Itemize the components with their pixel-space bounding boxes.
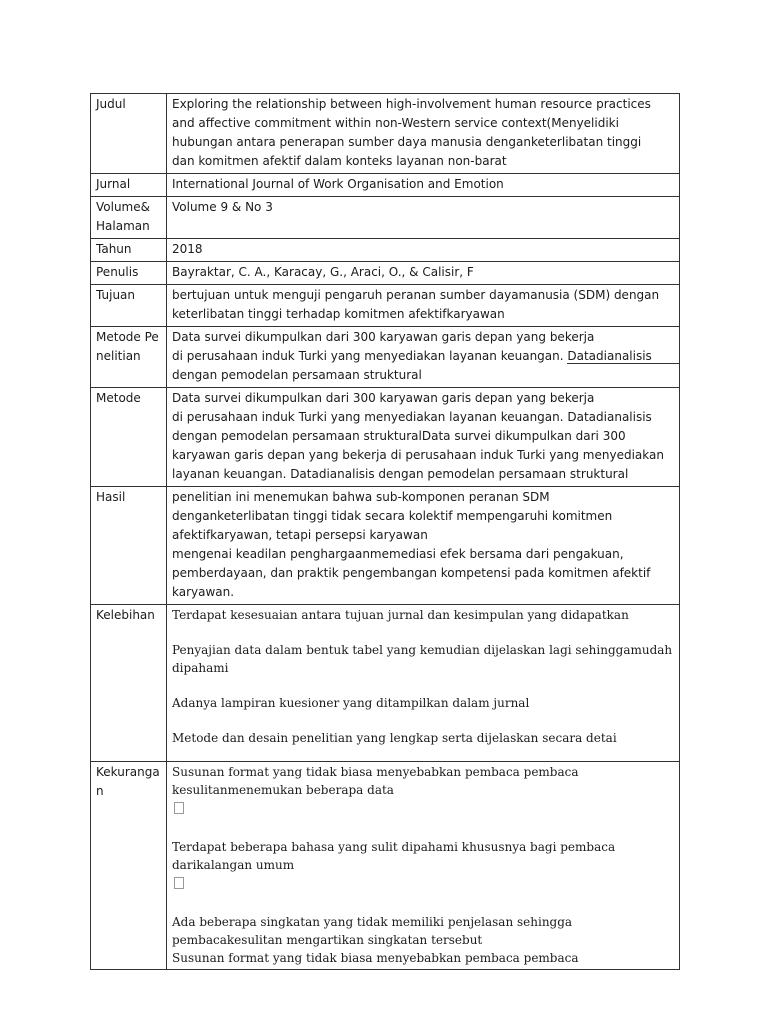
row-volume [91,197,680,239]
row-metode-penelitian [91,327,680,388]
hasil-line: penelitian ini menemukan bahwa sub-komponen peranan SDM [172,490,550,504]
value-hasil [167,487,680,605]
value-metode-penelitian [167,327,680,388]
label-metode-penelitian: Metode Penelitian [91,327,167,388]
value-tujuan [167,285,680,327]
metode-line: di perusahaan induk Turki yang menyediakan layanan keuangan. Datadianalisis [172,410,652,424]
kekurangan-item: Susunan format yang tidak biasa menyebabkan pembaca pembaca [172,951,579,965]
label-kekurangan: Kekurangan [91,762,167,970]
kekurangan-item: Susunan format yang tidak biasa menyebabkan pembaca pembaca [172,765,579,779]
judul-line: dan komitmen afektif dalam konteks layanan non-barat [172,154,507,168]
table-rule-artifact [567,363,680,364]
label-penulis: Penulis [91,262,167,285]
label-jurnal: Jurnal [91,174,167,197]
metode-penelitian-line: Data survei dikumpulkan dari 300 karyawan garis depan yang bekerja [172,330,595,344]
value-jurnal: International Journal of Work Organisation and Emotion [167,174,680,197]
row-tujuan [91,285,680,327]
value-kekurangan [167,762,680,970]
hasil-line: afektifkaryawan, tetapi persepsi karyawan [172,528,428,542]
hasil-line: mengenai keadilan penghargaanmemediasi efek bersama dari pengakuan, [172,547,624,561]
row-kekurangan [91,762,680,970]
judul-line: Exploring the relationship between high-involvement human resource practices [172,97,651,111]
row-jurnal [91,174,680,197]
row-hasil [91,487,680,605]
label-tahun: Tahun [91,239,167,262]
value-penulis: Bayraktar, C. A., Karacay, G., Araci, O., & Calisir, F [167,262,680,285]
label-metode: Metode [91,388,167,487]
missing-glyph-icon [174,802,184,814]
kekurangan-item: Ada beberapa singkatan yang tidak memiliki penjelasan sehingga [172,915,573,929]
label-judul: Judul [91,94,167,174]
kelebihan-item: dipahami [172,661,229,675]
kelebihan-item: Terdapat kesesuaian antara tujuan jurnal dan kesimpulan yang didapatkan [172,608,629,622]
journal-review-table [90,93,680,970]
metode-line: karyawan garis depan yang bekerja di perusahaan induk Turki yang menyediakan [172,448,664,462]
value-metode [167,388,680,487]
hasil-line: karyawan. [172,585,235,599]
kekurangan-item: Terdapat beberapa bahasa yang sulit dipahami khususnya bagi pembaca [172,840,616,854]
tujuan-line: keterlibatan tinggi terhadap komitmen afektifkaryawan [172,307,505,321]
hasil-line: pemberdayaan, dan praktik pengembangan kompetensi pada komitmen afektif [172,566,651,580]
row-tahun [91,239,680,262]
row-judul [91,94,680,174]
metode-penelitian-line: dengan pemodelan persamaan struktural [172,368,422,382]
label-volume: Volume& Halaman [91,197,167,239]
label-hasil: Hasil [91,487,167,605]
value-kelebihan [167,605,680,762]
judul-line: hubungan antara penerapan sumber daya manusia denganketerlibatan tinggi [172,135,642,149]
metode-line: Data survei dikumpulkan dari 300 karyawan garis depan yang bekerja [172,391,595,405]
kekurangan-item: darikalangan umum [172,858,295,872]
metode-penelitian-line: di perusahaan induk Turki yang menyediakan layanan keuangan. Datadianalisis [172,349,652,363]
kekurangan-item: pembacakesulitan mengartikan singkatan tersebut [172,933,483,947]
metode-line: layanan keuangan. Datadianalisis dengan pemodelan persamaan struktural [172,467,629,481]
value-judul [167,94,680,174]
value-tahun: 2018 [167,239,680,262]
label-kelebihan: Kelebihan [91,605,167,762]
missing-glyph-icon [174,877,184,889]
kelebihan-item: Penyajian data dalam bentuk tabel yang kemudian dijelaskan lagi sehinggamudah [172,643,673,657]
row-metode [91,388,680,487]
judul-line: and affective commitment within non-Western service context(Menyelidiki [172,116,619,130]
kelebihan-item: Adanya lampiran kuesioner yang ditampilkan dalam jurnal [172,696,530,710]
kekurangan-item: kesulitanmenemukan beberapa data [172,783,394,797]
tujuan-line: bertujuan untuk menguji pengaruh peranan sumber dayamanusia (SDM) dengan [172,288,660,302]
row-kelebihan [91,605,680,762]
label-tujuan: Tujuan [91,285,167,327]
hasil-line: denganketerlibatan tinggi tidak secara kolektif mempengaruhi komitmen [172,509,613,523]
kelebihan-item: Metode dan desain penelitian yang lengkap serta dijelaskan secara detai [172,731,617,745]
row-penulis [91,262,680,285]
metode-line: dengan pemodelan persamaan strukturalData survei dikumpulkan dari 300 [172,429,626,443]
value-volume: Volume 9 & No 3 [167,197,680,239]
